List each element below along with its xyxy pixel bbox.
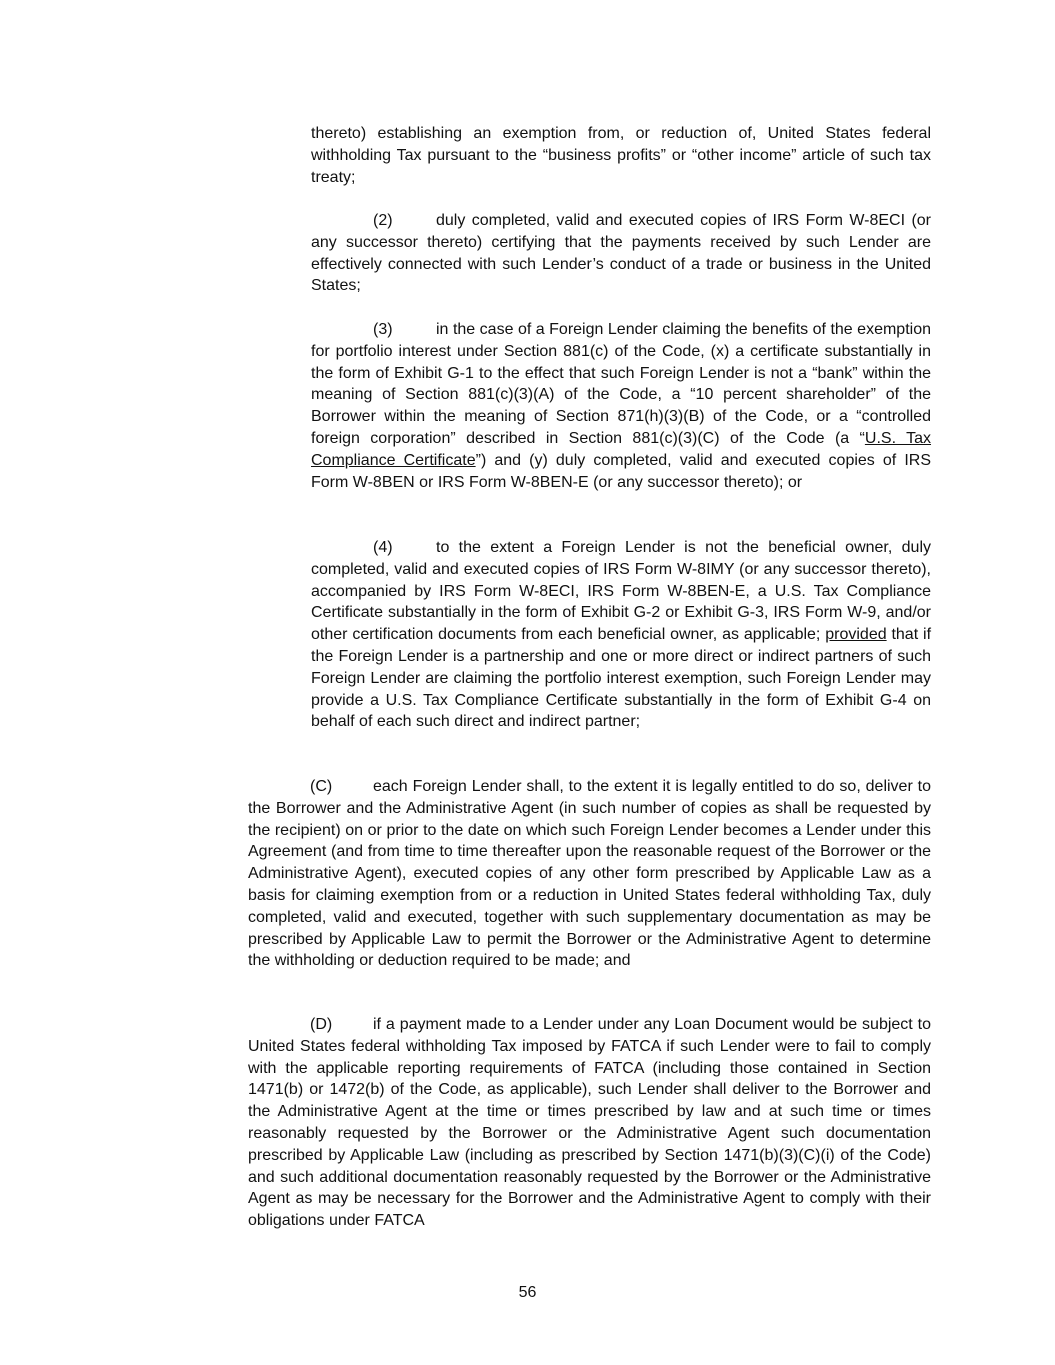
- paragraph-C: [248, 776, 931, 972]
- paragraph-treaty-continuation: [311, 123, 931, 188]
- paragraph-number: (D): [310, 1016, 333, 1033]
- paragraph-text: ”) and (y) duly completed, valid and executed copies of IRS Form W-8BEN or IRS Form W-8BEN-E (or any successor thereto); or: [311, 451, 931, 491]
- defined-term: U.S. Tax Compliance Certificate: [311, 429, 932, 469]
- paragraph-text: to the extent a Foreign Lender is not the beneficial owner, duly completed, valid and executed copies of IRS Form W-8IMY (or any successor thereto), accompanied by IRS Form W-8ECI, IRS Form W-8BEN-E, a U.S. Tax Compliance Certificate substantially in the form of Exhibit G-2 or Exhibit G-3, IRS Form W-9, and/or other certification documents from each beneficial owner, as applicable;: [311, 539, 931, 644]
- paragraph-text: in the case of a Foreign Lender claiming the benefits of the exemption for portfolio interest under Section 881(c) of the Code, (x) a certificate substantially in the form of Exhibit G-1 to the effect that such Foreign Lender is not a “bank” within the meaning of Section 881(c)(3)(A) of the Code, a “10 percent shareholder” of the Borrower within the meaning of Section 871(h)(3)(B) of the Code, or a “controlled foreign corporation” described in Section 881(c)(3)(C) of the Code (a “: [311, 321, 931, 447]
- paragraph-D: [248, 1014, 931, 1232]
- paragraph-number: (4): [373, 539, 393, 556]
- paragraph-number: (C): [310, 778, 333, 795]
- paragraph-number: (2): [373, 212, 393, 229]
- paragraph-text: each Foreign Lender shall, to the extent it is legally entitled to do so, deliver to the Borrower and the Administrative Agent (in such number of copies as shall be requested by the recipient) on or prior to the date on which such Foreign Lender becomes a Lender under this Agreement (and from time to time thereafter upon the reasonable request of the Borrower or the Administrative Agent), executed copies of any other form prescribed by Applicable Law as a basis for claiming exemption from or a reduction in United States federal withholding Tax, duly completed, valid and executed, together with such supplementary documentation as may be prescribed by Applicable Law to permit the Borrower or the Administrative Agent to determine the withholding or deduction required to be made; and: [248, 778, 931, 970]
- paragraph-text: thereto) establishing an exemption from, or reduction of, United States federal withholding Tax pursuant to the “business profits” or “other income” article of such tax treaty;: [311, 125, 931, 186]
- paragraph-4: [311, 537, 931, 733]
- paragraph-2: [311, 210, 931, 297]
- page-number: 56: [518, 1284, 537, 1301]
- paragraph-3: [311, 319, 931, 493]
- paragraph-text: duly completed, valid and executed copies of IRS Form W-8ECI (or any successor thereto) certifying that the payments received by such Lender are effectively connected with such Lender’s conduct of a trade or business in the United States;: [311, 212, 931, 295]
- paragraph-number: (3): [373, 321, 393, 338]
- paragraph-text: if a payment made to a Lender under any Loan Document would be subject to United States federal withholding Tax imposed by FATCA if such Lender were to fail to comply with the applicable reporting requirements of FATCA (including those contained in Section 1471(b) or 1472(b) of the Code, as applicable), such Lender shall deliver to the Borrower and the Administrative Agent at the time or times prescribed by law and at such time or times reasonably requested by the Borrower or the Administrative Agent such documentation prescribed by Applicable Law (including as prescribed by Section 1471(b)(3)(C)(i) of the Code) and such additional documentation reasonably requested by the Borrower or the Administrative Agent as may be necessary for the Borrower and the Administrative Agent to comply with their obligations under FATCA: [248, 1016, 931, 1230]
- proviso-term: provided: [825, 626, 887, 644]
- paragraph-text: that if the Foreign Lender is a partnership and one or more direct or indirect partners of such Foreign Lender are claiming the portfolio interest exemption, such Foreign Lender may provide a U.S. Tax Compliance Certificate substantially in the form of Exhibit G-4 on behalf of each such direct and indirect partner;: [311, 626, 932, 731]
